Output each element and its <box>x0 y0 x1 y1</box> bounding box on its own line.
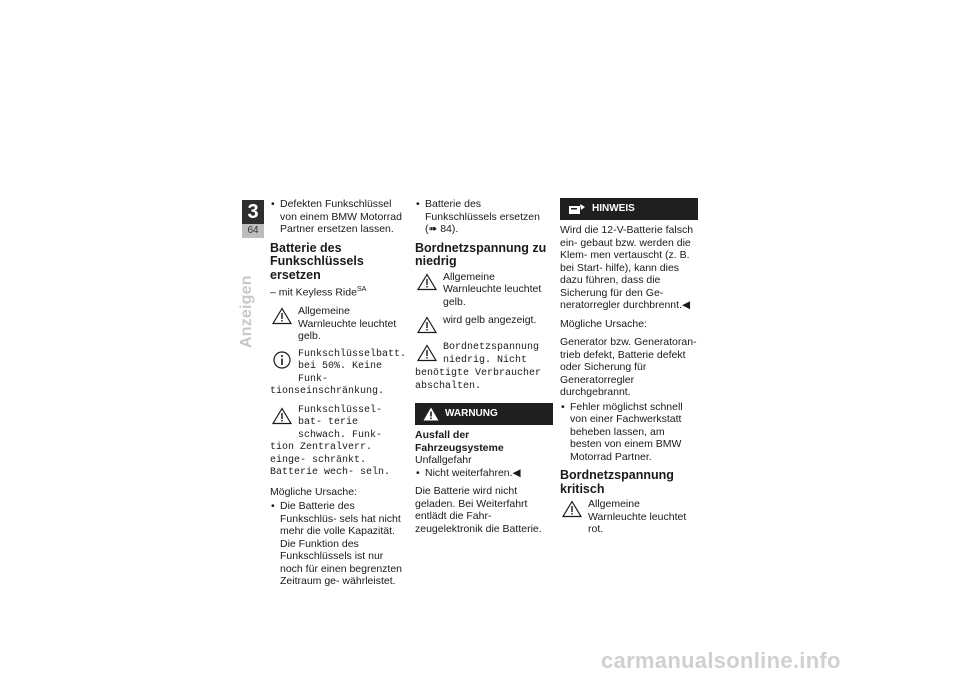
list-item: • Batterie des Funkschlüssels ersetzen (➠ 84). <box>415 198 553 236</box>
heading-voltage-low: Bordnetzspannung zu niedrig <box>415 240 547 268</box>
message-line-2: benötigte Verbraucher abschalten. <box>415 368 542 392</box>
warning-light-row <box>415 271 553 309</box>
display-message-1 <box>270 349 408 399</box>
cause-text: Generator bzw. Generatoran- trieb defekt, Batterie defekt oder Sicherung für Generatorregler durchgebrannt. <box>560 336 697 398</box>
chapter-number: 3 <box>242 200 264 224</box>
heading-battery-replace: Batterie des Funkschlüssels ersetzen <box>270 240 364 282</box>
symbol-text: Allgemeine Warnleuchte leuchtet gelb. <box>443 270 542 308</box>
message-line-1: Funkschlüssel- bat- terie schwach. Funk- <box>298 404 383 441</box>
sa-superscript: SA <box>356 286 367 293</box>
watermark: carmanualsonline.info <box>601 648 841 673</box>
cause-label: Mögliche Ursache: <box>560 317 647 330</box>
warning-triangle-icon <box>417 316 437 334</box>
column-1 <box>270 198 408 594</box>
cause-label: Mögliche Ursache: <box>270 485 357 498</box>
warning-label: WARNUNG <box>445 407 498 419</box>
column-2 <box>415 198 553 541</box>
display-message <box>415 342 553 393</box>
warning-bar <box>415 403 553 425</box>
warning-display-row <box>415 314 553 336</box>
warning-triangle-icon <box>562 500 582 518</box>
info-icon <box>272 351 292 369</box>
warning-triangle-icon <box>272 307 292 325</box>
sub-text: – mit Keyless Ride <box>270 286 357 299</box>
warning-title: Ausfall der Fahrzeugsysteme <box>415 429 504 454</box>
message-line-2: tion Zentralverr. einge- schränkt. Batterie wech- seln. <box>270 442 391 478</box>
note-label: HINWEIS <box>592 202 635 214</box>
keyless-ride-note <box>270 284 408 299</box>
message-line-2: tionseinschränkung. <box>270 386 385 397</box>
symbol-text: Allgemeine Warnleuchte leuchtet gelb. <box>298 305 397 342</box>
message-line-1: Funkschlüsselbatt. bei 50%. Keine Funk- <box>298 348 407 385</box>
symbol-text: Allgemeine Warnleuchte leuchtet rot. <box>588 498 687 535</box>
message-line-1: Bordnetzspannung niedrig. Nicht <box>443 342 540 366</box>
warning-filled-icon <box>423 407 439 421</box>
car-note-icon <box>568 203 586 215</box>
warning-light-row <box>560 498 698 536</box>
warning-triangle-icon <box>417 273 437 291</box>
list-item: • Fehler möglichst schnell von einer Fachwerkstatt beheben lassen, am besten von einem BMW Motorrad Partner. <box>560 401 698 464</box>
list-item: • Die Batterie des Funkschlüs- sels hat nicht mehr die volle Kapazität. Die Funktion des Funkschlüssels ist nur noch für einen begrenzten Zeitraum ge- währleistet. <box>270 500 408 588</box>
warning-triangle-icon <box>417 344 437 362</box>
warning-light-row <box>270 305 408 343</box>
heading-voltage-critical: Bordnetzspannung kritisch <box>560 468 674 496</box>
list-item: • Defekten Funkschlüssel von einem BMW Motorrad Partner ersetzen lassen. <box>270 198 408 236</box>
symbol-text: wird gelb angezeigt. <box>443 314 537 326</box>
column-3 <box>560 198 698 542</box>
section-title: Anzeigen <box>238 275 255 348</box>
paragraph: Die Batterie wird nicht geladen. Bei Weiterfahrt entlädt die Fahr- zeugelektronik die Batterie. <box>415 485 542 535</box>
note-text: Wird die 12-V-Batterie falsch ein- gebaut bzw. werden die Klem- men vertauscht (z. B. bei Start- hilfe), kann dies dazu führen, dass die Sicherung für den Ge- neratorregler durchbrennt.◀ <box>560 224 694 311</box>
list-item: • Nicht weiterfahren.◀ <box>415 467 553 480</box>
chapter-tab <box>242 200 264 238</box>
warning-text: Unfallgefahr <box>415 454 472 466</box>
note-bar <box>560 198 698 220</box>
display-message-2 <box>270 405 408 480</box>
page-number: 64 <box>242 224 264 238</box>
warning-triangle-icon <box>272 407 292 425</box>
